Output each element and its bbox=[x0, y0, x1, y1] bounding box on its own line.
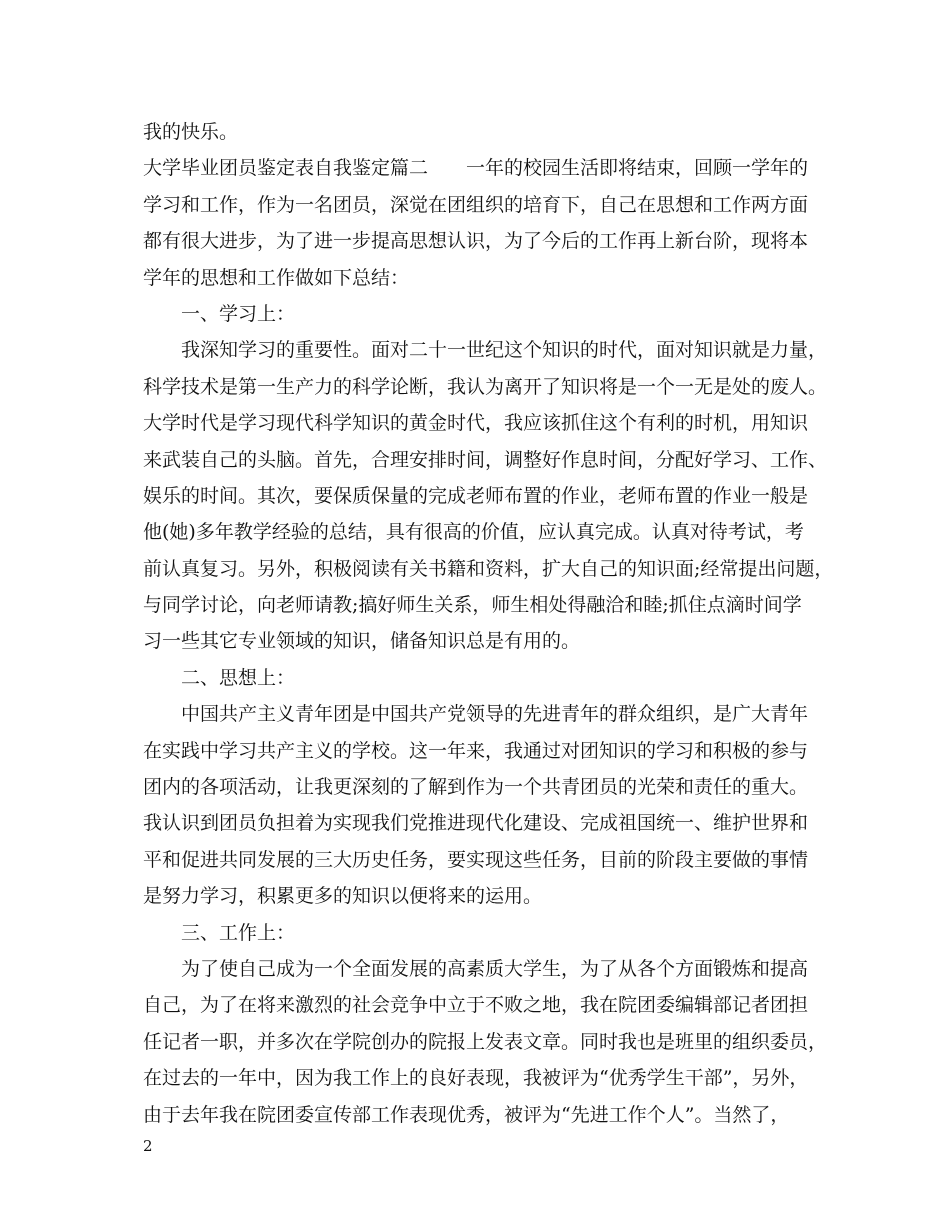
text-line: 我深知学习的重要性。面对二十一世纪这个知识的时代，面对知识就是力量， bbox=[181, 339, 828, 362]
text-line: 团内的各项活动，让我更深刻的了解到作为一个共青团员的光荣和责任的重大。 bbox=[143, 776, 809, 799]
text-line: 大学时代是学习现代科学知识的黄金时代，我应该抓住这个有利的时机，用知识 bbox=[143, 412, 809, 435]
text-line: 为了使自己成为一个全面发展的高素质大学生，为了从各个方面锻炼和提高 bbox=[181, 957, 809, 980]
text-line: 学年的思想和工作做如下总结： bbox=[143, 266, 410, 289]
text-line: 大学毕业团员鉴定表自我鉴定篇二 一年的校园生活即将结束，回顾一学年的 bbox=[143, 157, 809, 180]
text-line: 前认真复习。另外，积极阅读有关书籍和资料，扩大自己的知识面;经常提出问题， bbox=[143, 557, 834, 580]
text-line: 他(她)多年教学经验的总结，具有很高的价值，应认真完成。认真对待考试，考 bbox=[143, 521, 804, 544]
text-line: 一、学习上： bbox=[181, 302, 296, 325]
text-line: 平和促进共同发展的三大历史任务，要实现这些任务，目前的阶段主要做的事情 bbox=[143, 848, 809, 871]
text-line: 二、思想上： bbox=[181, 666, 296, 689]
text-line: 在过去的一年中，因为我工作上的良好表现，我被评为“优秀学生干部”，另外， bbox=[143, 1067, 809, 1090]
text-line: 我认识到团员负担着为实现我们党推进现代化建设、完成祖国统一、维护世界和 bbox=[143, 812, 809, 835]
text-line: 都有很大进步，为了进一步提高思想认识，为了今后的工作再上新台阶，现将本 bbox=[143, 230, 809, 253]
text-line: 自己，为了在将来激烈的社会竞争中立于不败之地，我在院团委编辑部记者团担 bbox=[143, 994, 809, 1017]
text-line: 任记者一职，并多次在学院创办的院报上发表文章。同时我也是班里的组织委员， bbox=[143, 1030, 828, 1053]
text-line: 习一些其它专业领域的知识，储备知识总是有用的。 bbox=[143, 630, 581, 653]
text-line: 来武装自己的头脑。首先，合理安排时间，调整好作息时间，分配好学习、工作、 bbox=[143, 448, 828, 471]
text-line: 与同学讨论，向老师请教;搞好师生关系，师生相处得融洽和睦;抓住点滴时间学 bbox=[143, 594, 802, 617]
text-line: 科学技术是第一生产力的科学论断，我认为离开了知识将是一个一无是处的废人。 bbox=[143, 375, 828, 398]
page-number: 2 bbox=[143, 1137, 153, 1155]
body-text bbox=[143, 114, 834, 1133]
text-line: 三、工作上： bbox=[181, 921, 296, 944]
text-line: 我的快乐。 bbox=[143, 121, 239, 143]
text-line: 学习和工作，作为一名团员，深觉在团组织的培育下，自己在思想和工作两方面 bbox=[143, 193, 809, 216]
text-line: 是努力学习，积累更多的知识以便将来的运用。 bbox=[143, 885, 543, 908]
text-line: 由于去年我在院团委宣传部工作表现优秀，被评为“先进工作个人”。当然了， bbox=[143, 1103, 790, 1126]
text-line: 娱乐的时间。其次，要保质保量的完成老师布置的作业，老师布置的作业一般是 bbox=[143, 484, 809, 507]
text-line: 中国共产主义青年团是中国共产党领导的先进青年的群众组织，是广大青年 bbox=[181, 703, 809, 726]
text-line: 在实践中学习共产主义的学校。这一年来，我通过对团知识的学习和积极的参与 bbox=[143, 739, 809, 762]
